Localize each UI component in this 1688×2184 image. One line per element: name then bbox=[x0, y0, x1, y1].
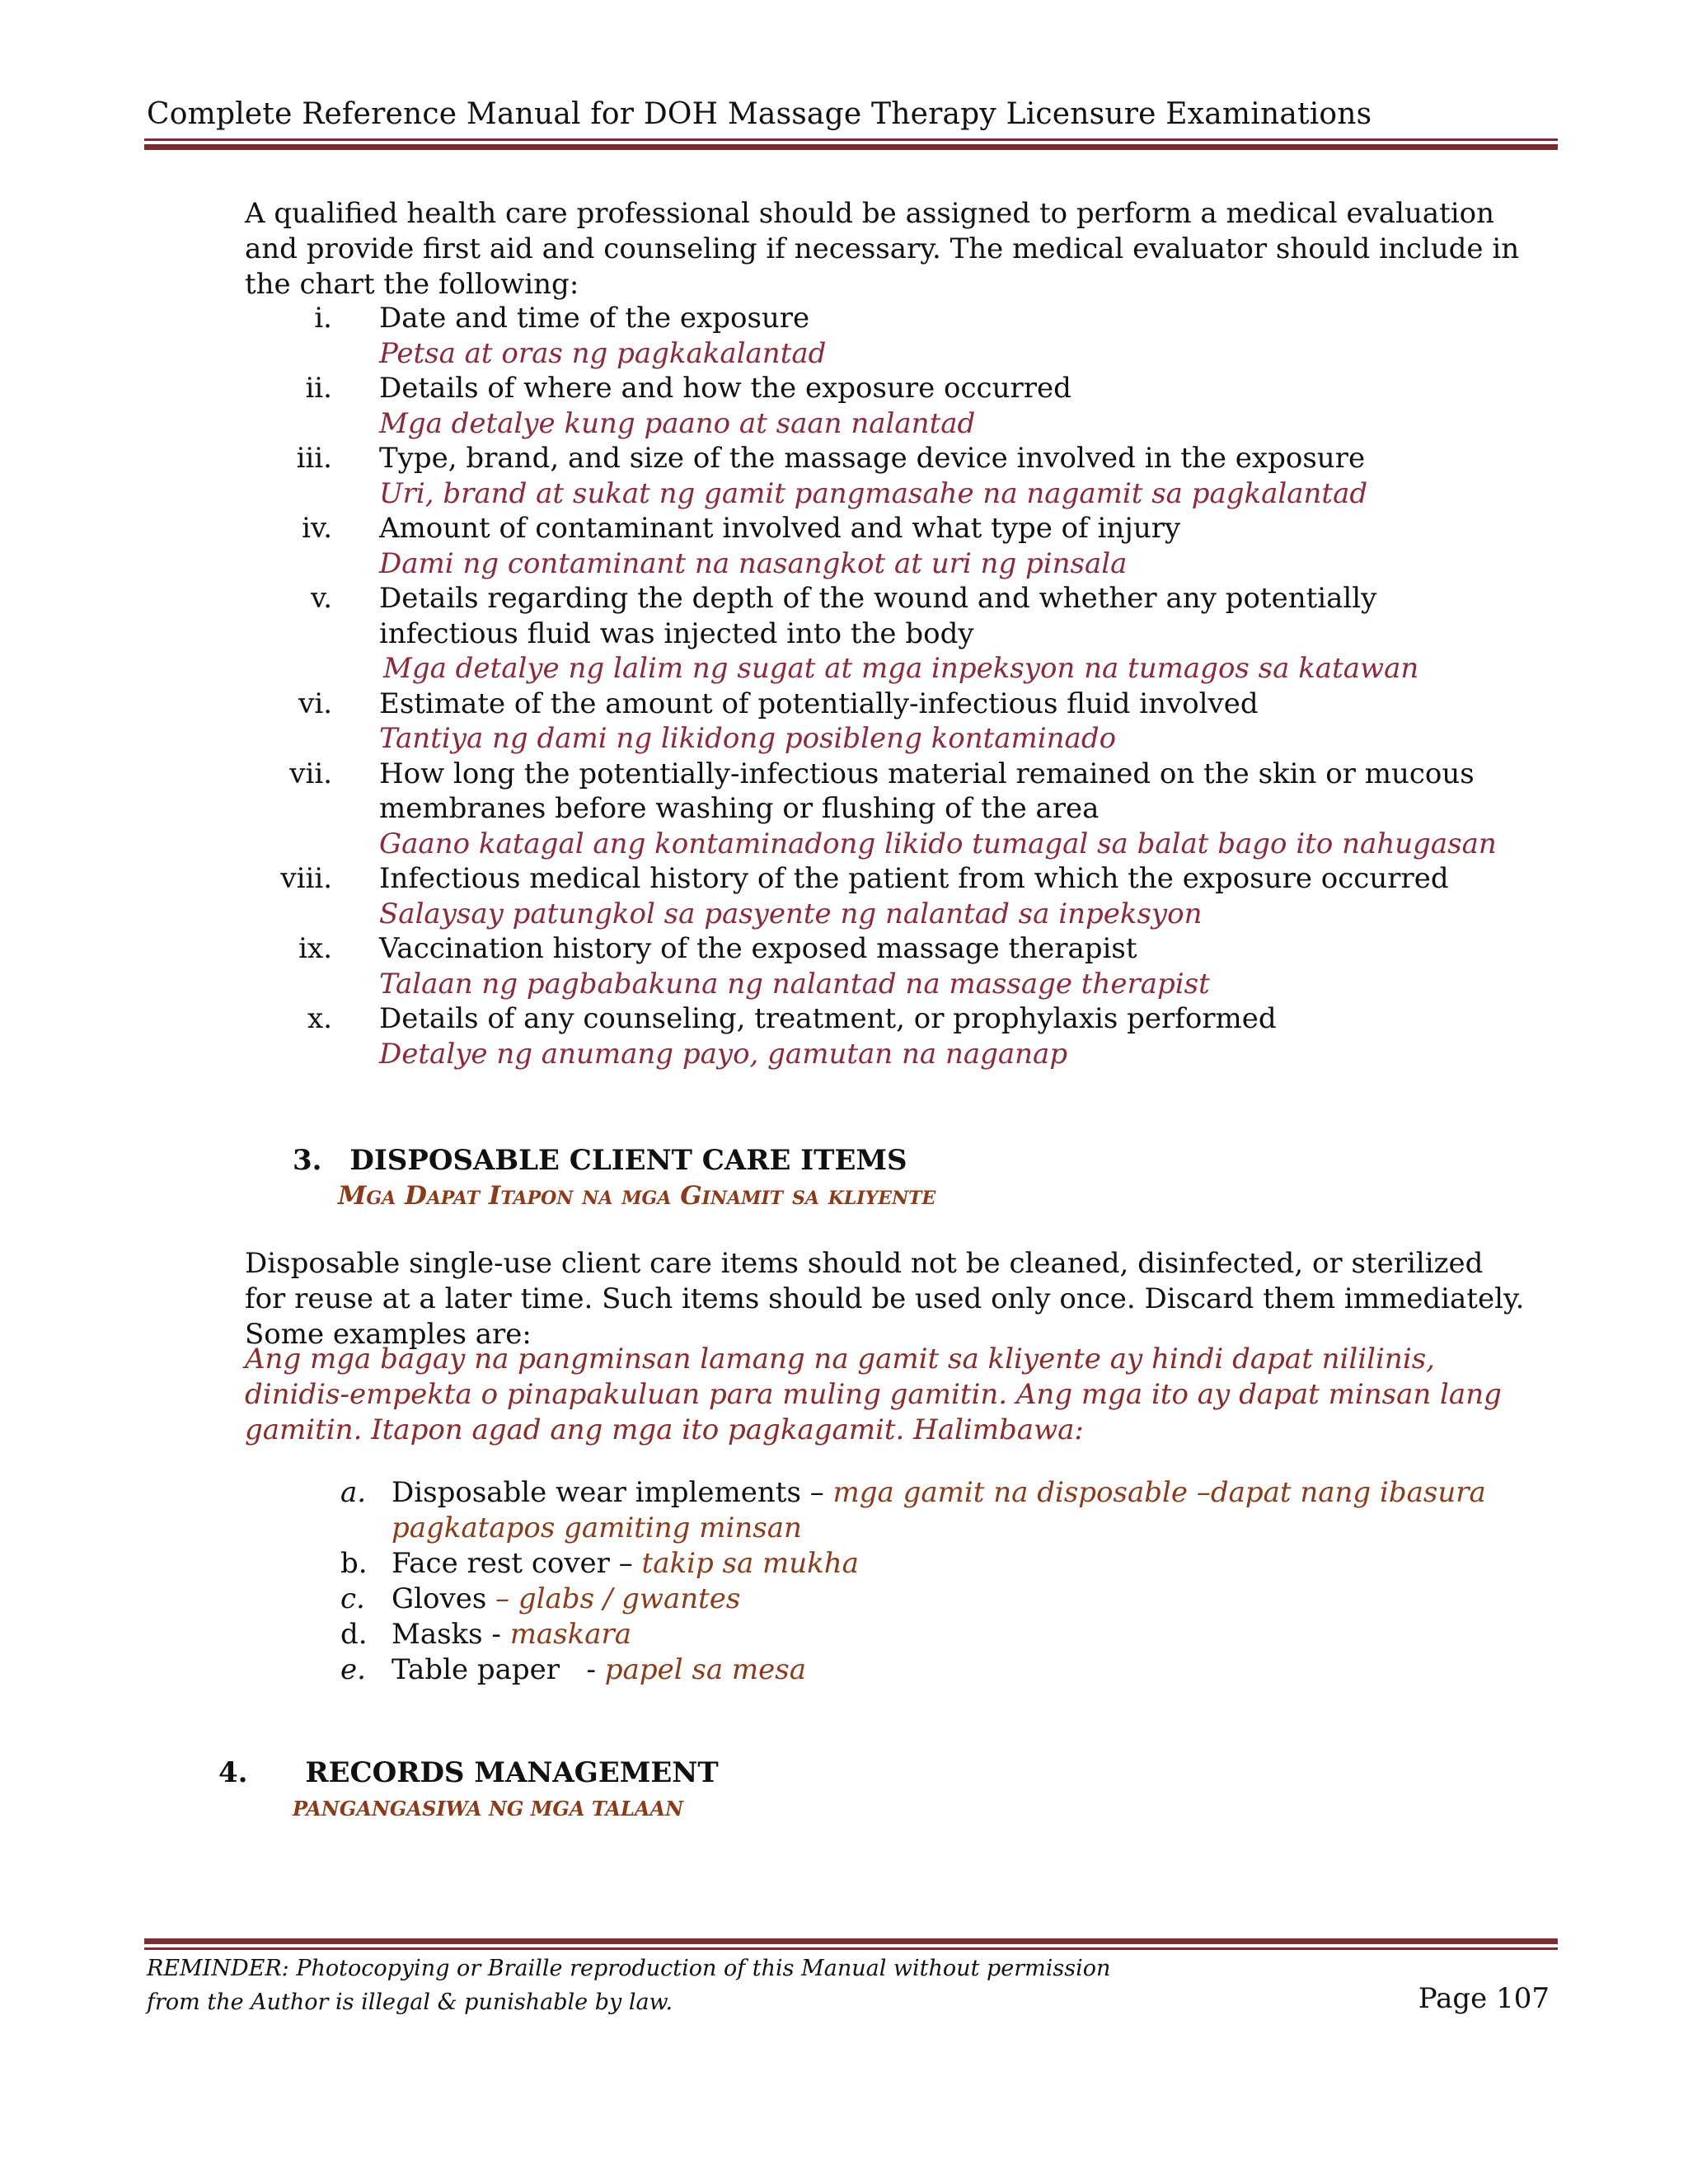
list-item-translation: Tantiya ng dami ng likidong posibleng kontaminado bbox=[379, 722, 1117, 755]
list-item-text: Gloves bbox=[392, 1582, 496, 1615]
list-item-translation: Uri, brand at sukat ng gamit pangmasahe na nagamit sa pagkalantad bbox=[379, 476, 1368, 510]
list-item-text: Amount of contaminant involved and what type of injury bbox=[379, 512, 1181, 545]
list-item-text: Masks - bbox=[392, 1618, 510, 1651]
list-item-translation: – glabs / gwantes bbox=[495, 1582, 741, 1615]
list-item-translation: Dami ng contaminant na nasangkot at uri ng pinsala bbox=[379, 546, 1128, 580]
list-item bbox=[340, 1582, 1536, 1617]
list-item bbox=[245, 1001, 1547, 1071]
list-item-letter: b. bbox=[340, 1547, 368, 1580]
list-item-number: vi. bbox=[298, 687, 332, 720]
list-item-text: Details of any counseling, treatment, or prophylaxis performed bbox=[379, 1002, 1277, 1035]
list-item-number: ix. bbox=[298, 932, 332, 965]
list-item bbox=[245, 861, 1547, 931]
page-header-title: Complete Reference Manual for DOH Massage Therapy Licensure Examinations bbox=[147, 97, 1372, 131]
list-item bbox=[245, 757, 1547, 862]
footer-reminder-line1: REMINDER: Photocopying or Braille reproduction of this Manual without permission bbox=[147, 1956, 1111, 1981]
section-title: RECORDS MANAGEMENT bbox=[305, 1756, 719, 1789]
list-item-text: Estimate of the amount of potentially-infectious fluid involved bbox=[379, 687, 1259, 720]
list-item-text: Disposable wear implements – bbox=[392, 1476, 833, 1509]
list-item bbox=[245, 511, 1547, 581]
section-3-heading bbox=[293, 1143, 907, 1178]
list-item-text: Type, brand, and size of the massage device involved in the exposure bbox=[379, 442, 1366, 475]
section-3-subtitle: Mga Dapat Itapon na mga Ginamit sa kliyente bbox=[338, 1181, 936, 1211]
list-item-number: iv. bbox=[302, 512, 332, 545]
chart-items-list bbox=[245, 301, 1547, 1071]
disposable-items-list bbox=[340, 1475, 1536, 1688]
list-item-text: Face rest cover – bbox=[392, 1547, 642, 1580]
section-title: DISPOSABLE CLIENT CARE ITEMS bbox=[349, 1144, 907, 1177]
list-item bbox=[340, 1652, 1536, 1688]
list-item-translation: takip sa mukha bbox=[641, 1547, 859, 1580]
list-item bbox=[340, 1546, 1536, 1582]
list-item-text: Infectious medical history of the patient from which the exposure occurred bbox=[379, 862, 1449, 895]
list-item bbox=[245, 301, 1547, 371]
list-item-text: How long the potentially-infectious material remained on the skin or mucous membranes before washing or flushing of the area bbox=[379, 757, 1475, 825]
list-item bbox=[340, 1475, 1536, 1546]
list-item bbox=[340, 1617, 1536, 1652]
section-number: 4. bbox=[218, 1756, 248, 1789]
list-item-number: x. bbox=[307, 1002, 332, 1035]
list-item-number: ii. bbox=[305, 372, 332, 405]
list-item-translation: Salaysay patungkol sa pasyente ng nalantad sa inpeksyon bbox=[379, 897, 1203, 930]
list-item-text: Vaccination history of the exposed massage therapist bbox=[379, 932, 1137, 965]
list-item-translation: maskara bbox=[509, 1618, 632, 1651]
list-item-translation: Detalye ng anumang payo, gamutan na naganap bbox=[379, 1037, 1068, 1071]
list-item-letter: a. bbox=[340, 1476, 367, 1509]
list-item-number: iii. bbox=[296, 442, 332, 475]
section-4-heading bbox=[218, 1755, 719, 1790]
section-3-paragraph-en: Disposable single-use client care items should not be cleaned, disinfected, or sterilized for reuse at a later time. Such items should be used only once. Discard them immediately. Some examples are: bbox=[245, 1247, 1525, 1351]
list-item-translation: Mga detalye kung paano at saan nalantad bbox=[379, 406, 976, 440]
list-item-letter: c. bbox=[340, 1582, 365, 1615]
list-item-text: Details regarding the depth of the wound and whether any potentially infectious fluid was injected into the body bbox=[379, 582, 1377, 650]
list-item bbox=[245, 581, 1547, 687]
list-item bbox=[245, 931, 1547, 1001]
list-item-letter: d. bbox=[340, 1618, 368, 1651]
list-item-text: Table paper - bbox=[392, 1653, 605, 1686]
list-item bbox=[245, 441, 1547, 511]
list-item-number: viii. bbox=[280, 862, 332, 895]
footer-rule-thin bbox=[144, 1947, 1558, 1950]
list-item-translation: mga gamit na disposable –dapat nang ibasura pagkatapos gamiting minsan bbox=[392, 1476, 1486, 1544]
intro-paragraph: A qualified health care professional should be assigned to perform a medical evaluation and provide first aid and counseling if necessary. The medical evaluator should include in the chart the following: bbox=[245, 197, 1520, 301]
list-item bbox=[245, 371, 1547, 441]
section-4-subtitle: PANGANGASIWA NG MGA TALAAN bbox=[293, 1797, 684, 1821]
list-item-number: i. bbox=[314, 302, 332, 335]
page-number: Page 107 bbox=[1418, 1982, 1550, 2015]
header-rule-thick bbox=[144, 144, 1558, 150]
section-number: 3. bbox=[293, 1144, 322, 1177]
list-item-translation: Gaano katagal ang kontaminadong likido tumagal sa balat bago ito nahugasan bbox=[379, 827, 1497, 860]
list-item-translation: Petsa at oras ng pagkakalantad bbox=[379, 336, 827, 370]
header-rule-thin bbox=[144, 138, 1558, 141]
list-item-translation: Mga detalye ng lalim ng sugat at mga inpeksyon na tumagos sa katawan bbox=[383, 652, 1419, 685]
list-item-number: v. bbox=[311, 582, 332, 615]
section-3-paragraph-tl: Ang mga bagay na pangminsan lamang na gamit sa kliyente ay hindi dapat nililinis, dinidis-empekta o pinapakuluan para muling gamitin. Ang mga ito ay dapat minsan lang gamitin. Itapon agad ang mga ito pagkagamit. Halimbawa: bbox=[245, 1343, 1502, 1446]
list-item-number: vii. bbox=[289, 757, 332, 790]
list-item-translation: Talaan ng pagbabakuna ng nalantad na massage therapist bbox=[379, 967, 1210, 1001]
list-item-translation: papel sa mesa bbox=[604, 1653, 806, 1686]
list-item-text: Details of where and how the exposure occurred bbox=[379, 372, 1071, 405]
list-item-letter: e. bbox=[340, 1653, 366, 1686]
list-item-text: Date and time of the exposure bbox=[379, 302, 810, 335]
list-item bbox=[245, 687, 1547, 757]
footer-rule-thick bbox=[144, 1938, 1558, 1944]
footer-reminder-line2: from the Author is illegal & punishable by law. bbox=[147, 1990, 673, 2015]
